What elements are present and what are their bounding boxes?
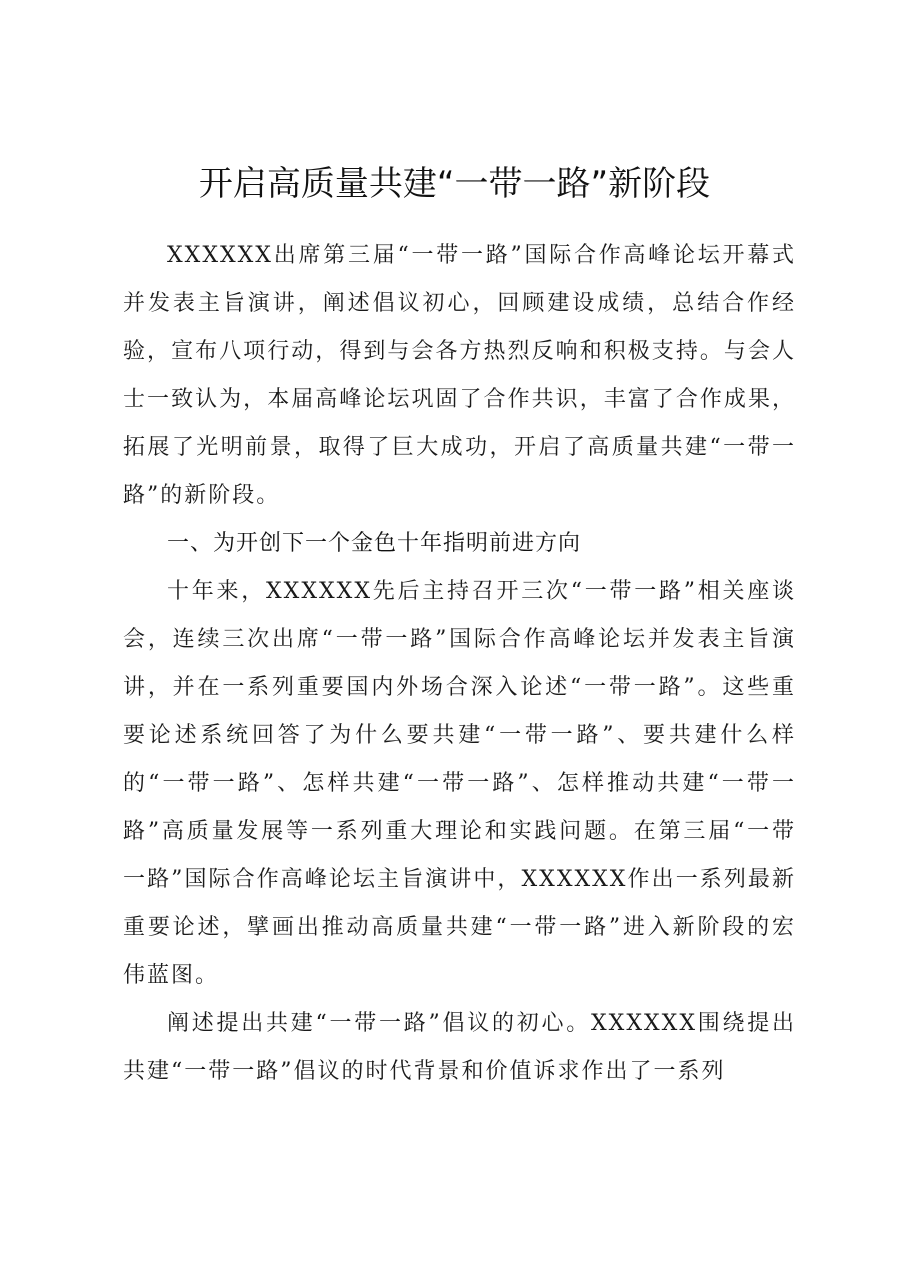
page-title: 开启高质量共建“一带一路”新阶段 (198, 164, 711, 204)
section-heading: 一、为开创下一个金色十年指明前进方向 (167, 531, 582, 556)
paragraph-original-intent: 阐述提出共建“一带一路”倡议的初心。XXXXXX围绕提出共建“一带一路”倡议的时代背景和价值诉求作出了一系列 (123, 1011, 796, 1084)
paragraph-intro: XXXXXX出席第三届“一带一路”国际合作高峰论坛开幕式并发表主旨演讲，阐述倡议初心，回顾建设成绩，总结合作经验，宣布八项行动，得到与会各方热烈反响和积极支持。与会人士一致认为，本届高峰论坛巩固了合作共识，丰富了合作成果，拓展了光明前景，取得了巨大成功，开启了高质量共建“一带一路”的新阶段。 (123, 243, 796, 508)
document-body (123, 232, 796, 1096)
paragraph-decade: 十年来，XXXXXX先后主持召开三次“一带一路”相关座谈会，连续三次出席“一带一路”国际合作高峰论坛并发表主旨演讲，并在一系列重要国内外场合深入论述“一带一路”。这些重要论述系统回答了为什么要共建“一带一路”、要共建什么样的“一带一路”、怎样共建“一带一路”、怎样推动共建“一带一路”高质量发展等一系列重大理论和实践问题。在第三届“一带一路”国际合作高峰论坛主旨演讲中，XXXXXX作出一系列最新重要论述，擘画出推动高质量共建“一带一路”进入新阶段的宏伟蓝图。 (123, 579, 796, 988)
